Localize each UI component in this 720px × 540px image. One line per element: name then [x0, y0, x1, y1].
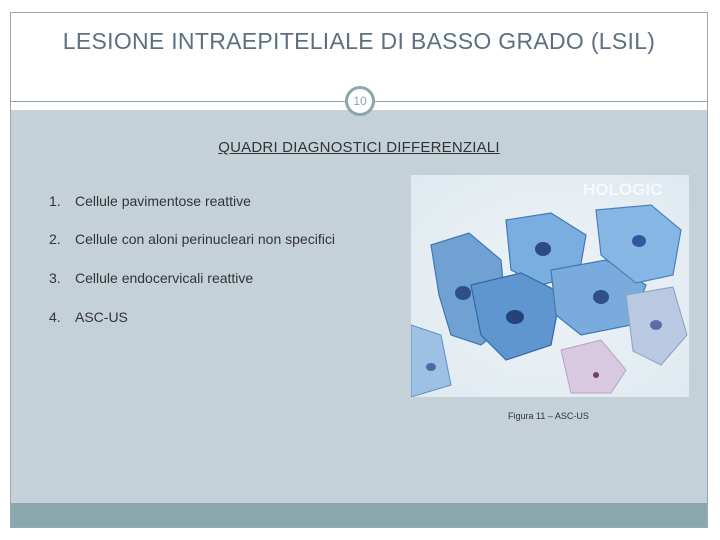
list-number: 2. — [49, 231, 61, 247]
list-text: Cellule pavimentose reattive — [75, 193, 251, 209]
watermark-logo: HOLOGIC — [583, 180, 663, 199]
list-number: 1. — [49, 193, 61, 209]
slide-title: LESIONE INTRAEPITELIALE DI BASSO GRADO (LSIL) — [62, 28, 656, 54]
list-text: ASC-US — [75, 309, 128, 325]
list-text: Cellule con aloni perinucleari non specifici — [75, 231, 335, 247]
slide-number: 10 — [345, 86, 375, 116]
list-number: 3. — [49, 270, 61, 286]
figure-caption: Figura 11 – ASC-US — [508, 411, 589, 421]
list-item — [49, 193, 251, 209]
list-item — [49, 309, 128, 325]
list-number: 4. — [49, 309, 61, 325]
footer-band — [11, 503, 707, 527]
list-item — [49, 270, 253, 286]
slide — [10, 12, 708, 528]
cytology-micrograph — [411, 175, 689, 397]
list-text: Cellule endocervicali reattive — [75, 270, 254, 286]
section-heading: QUADRI DIAGNOSTICI DIFFERENZIALI — [218, 139, 500, 156]
list-item — [49, 231, 335, 247]
